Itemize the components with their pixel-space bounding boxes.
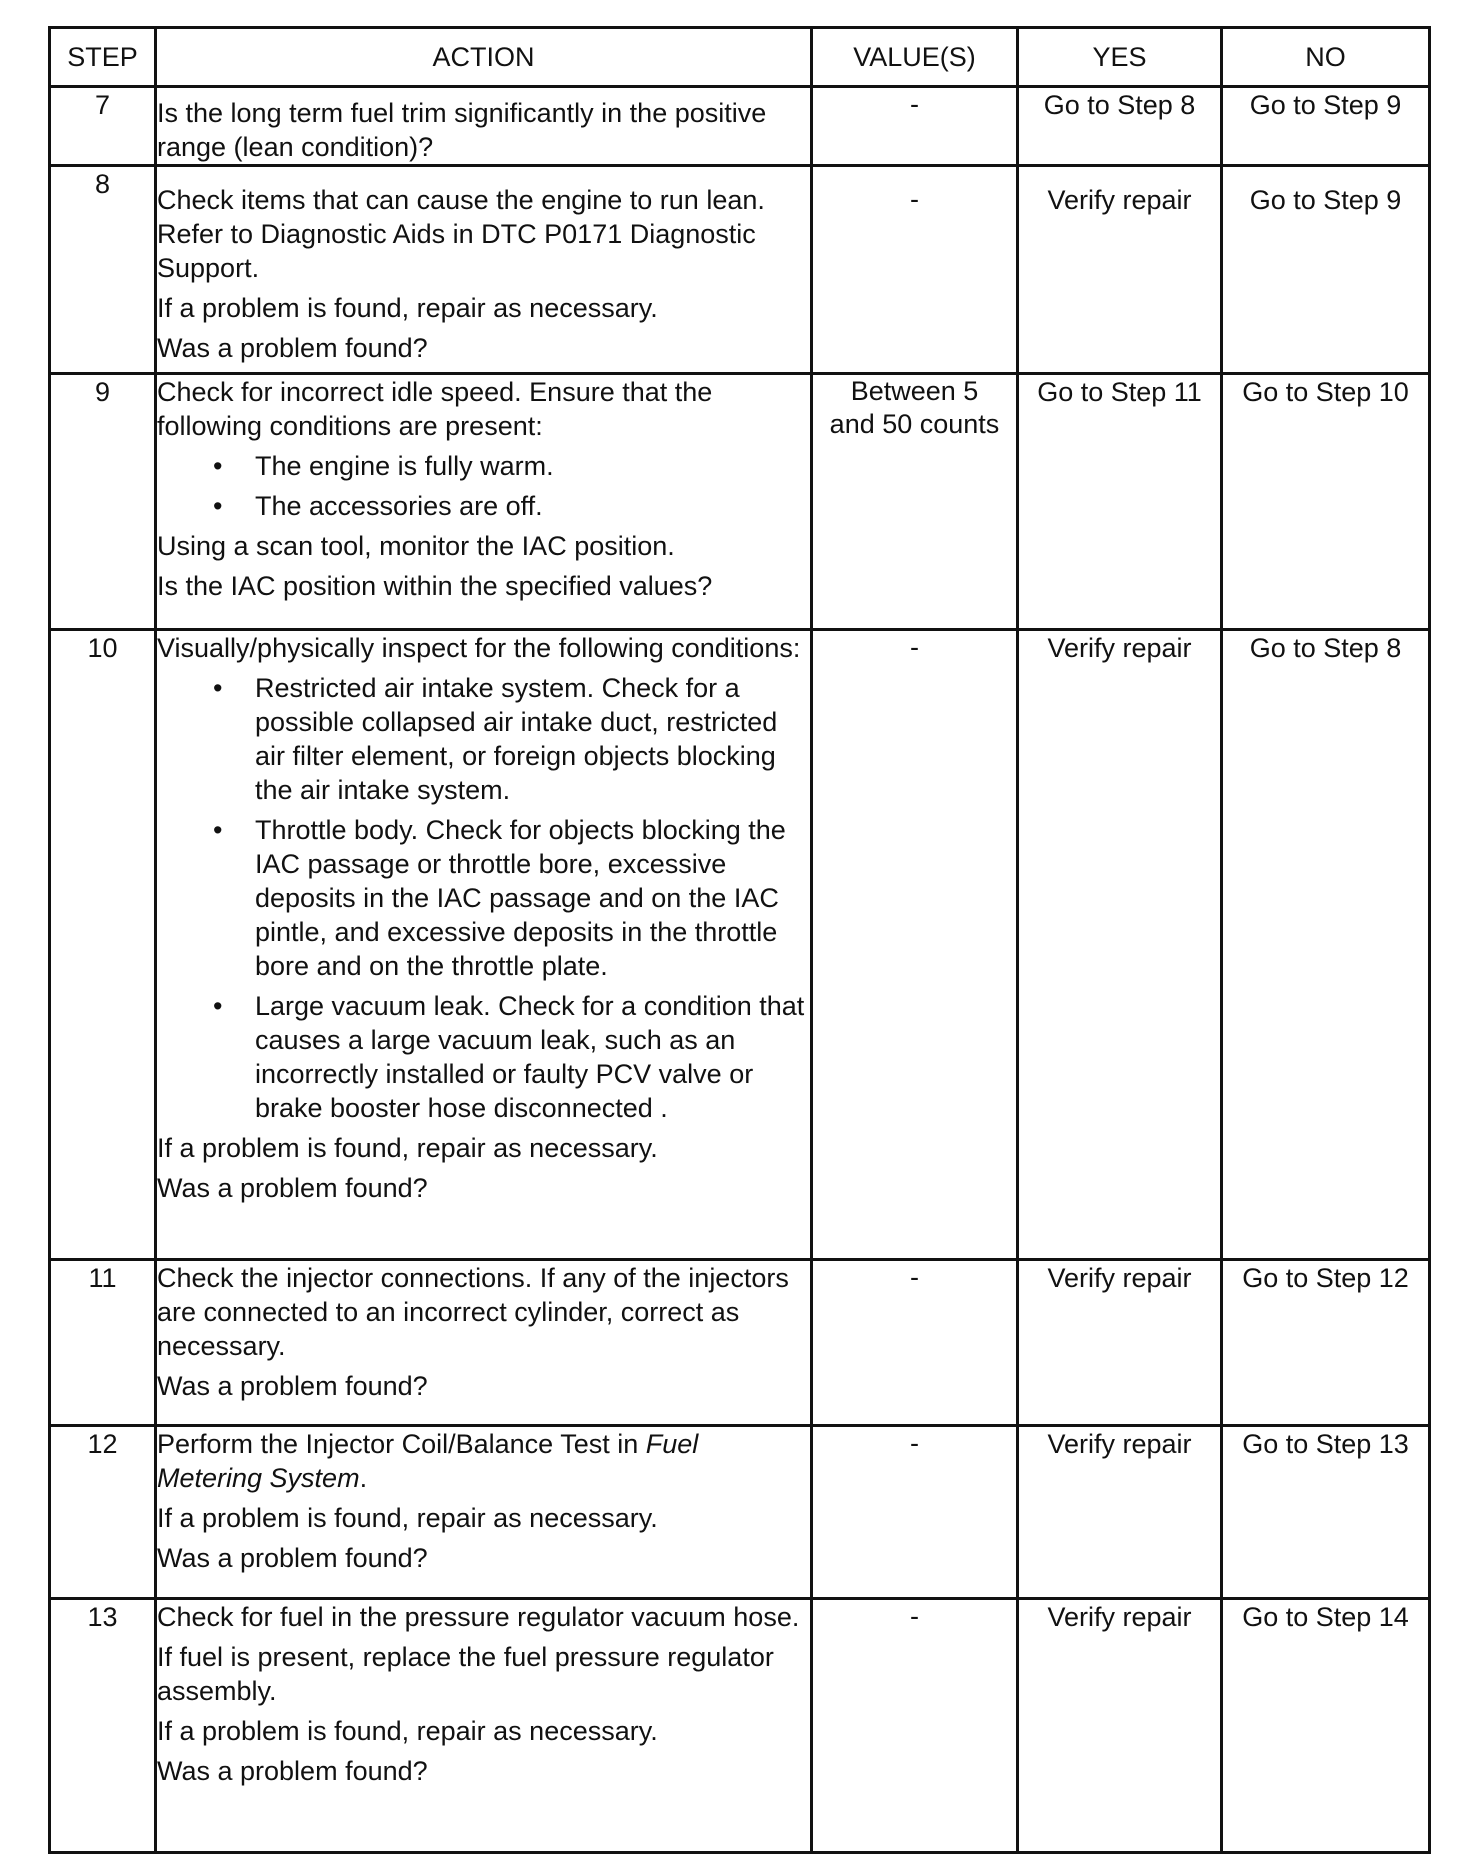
header-no: NO	[1222, 28, 1430, 87]
table-row	[50, 1426, 1430, 1599]
yes-cell: Verify repair	[1018, 1426, 1222, 1599]
action-cell	[156, 87, 812, 166]
yes-cell: Verify repair	[1018, 166, 1222, 374]
action-question: Was a problem found?	[157, 1371, 428, 1401]
list-item: • The engine is fully warm.	[213, 449, 810, 483]
value-cell: -	[812, 1260, 1018, 1426]
yes-cell: Go to Step 11	[1018, 374, 1222, 630]
action-text: Check for incorrect idle speed. Ensure that the following conditions are present:	[157, 377, 713, 441]
action-text: If a problem is found, repair as necessary.	[157, 1503, 658, 1533]
table-row	[50, 1599, 1430, 1853]
action-cell	[156, 374, 812, 630]
action-cell	[156, 1599, 812, 1853]
value-cell: -	[812, 630, 1018, 1260]
table-row	[50, 630, 1430, 1260]
action-text: Check items that can cause the engine to run lean. Refer to Diagnostic Aids in DTC P0171 Diagnostic Support.	[157, 185, 765, 283]
value-cell: -	[812, 166, 1018, 374]
action-question: Was a problem found?	[157, 333, 428, 363]
action-text: If a problem is found, repair as necessary.	[157, 1133, 658, 1163]
action-text: Visually/physically inspect for the following conditions:	[157, 633, 801, 663]
step-number: 7	[50, 87, 156, 166]
action-text: If a problem is found, repair as necessary.	[157, 293, 658, 323]
condition-list	[157, 671, 810, 1125]
yes-cell: Verify repair	[1018, 1599, 1222, 1853]
action-cell	[156, 1426, 812, 1599]
value-cell: -	[812, 1599, 1018, 1853]
step-number: 11	[50, 1260, 156, 1426]
list-item: • Throttle body. Check for objects blocking the IAC passage or throttle bore, excessive deposits in the IAC passage and on the IAC pintle, and excessive deposits in the throttle bore and on the throttle plate.	[213, 813, 810, 983]
action-cell	[156, 1260, 812, 1426]
table-row	[50, 166, 1430, 374]
action-text: Check for fuel in the pressure regulator vacuum hose.	[157, 1602, 800, 1632]
action-question: Was a problem found?	[157, 1173, 428, 1203]
table-row	[50, 374, 1430, 630]
action-text-lead: Perform the Injector Coil/Balance Test in	[157, 1429, 639, 1459]
header-action: ACTION	[156, 28, 812, 87]
value-cell: -	[812, 87, 1018, 166]
condition-list	[157, 449, 810, 523]
header-step: STEP	[50, 28, 156, 87]
header-yes: YES	[1018, 28, 1222, 87]
no-cell: Go to Step 9	[1222, 166, 1430, 374]
action-text	[157, 1427, 810, 1495]
no-cell: Go to Step 13	[1222, 1426, 1430, 1599]
table-row	[50, 1260, 1430, 1426]
action-cell	[156, 630, 812, 1260]
list-item: • Large vacuum leak. Check for a condition that causes a large vacuum leak, such as an incorrectly installed or faulty PCV valve or brake booster hose disconnected .	[213, 989, 810, 1125]
yes-cell: Verify repair	[1018, 630, 1222, 1260]
step-number: 8	[50, 166, 156, 374]
list-item: • Restricted air intake system. Check for a possible collapsed air intake duct, restricted air filter element, or foreign objects blocking the air intake system.	[213, 671, 810, 807]
step-number: 9	[50, 374, 156, 630]
value-cell: -	[812, 1426, 1018, 1599]
no-cell: Go to Step 12	[1222, 1260, 1430, 1426]
action-question: Is the IAC position within the specified values?	[157, 571, 713, 601]
step-number: 10	[50, 630, 156, 1260]
action-text: Check the injector connections. If any of the injectors are connected to an incorrect cylinder, correct as necessary.	[157, 1263, 789, 1361]
step-number: 12	[50, 1426, 156, 1599]
no-cell: Go to Step 10	[1222, 374, 1430, 630]
value-cell: Between 5 and 50 counts	[812, 374, 1018, 630]
action-text: If fuel is present, replace the fuel pressure regulator assembly.	[157, 1642, 774, 1706]
action-text-end: .	[359, 1463, 368, 1493]
step-number: 13	[50, 1599, 156, 1853]
action-text: Using a scan tool, monitor the IAC position.	[157, 531, 675, 561]
list-item: • The accessories are off.	[213, 489, 810, 523]
action-question: Was a problem found?	[157, 1543, 428, 1573]
no-cell: Go to Step 8	[1222, 630, 1430, 1260]
action-text: Is the long term fuel trim significantly in the positive range (lean condition)?	[157, 98, 767, 162]
diagnostic-table	[48, 26, 1431, 1854]
yes-cell: Go to Step 8	[1018, 87, 1222, 166]
table-row	[50, 87, 1430, 166]
header-values: VALUE(S)	[812, 28, 1018, 87]
action-question: Was a problem found?	[157, 1756, 428, 1786]
no-cell: Go to Step 14	[1222, 1599, 1430, 1853]
yes-cell: Verify repair	[1018, 1260, 1222, 1426]
manual-section-reference: Fuel Metering System	[157, 1429, 699, 1493]
action-cell	[156, 166, 812, 374]
action-text: If a problem is found, repair as necessary.	[157, 1716, 658, 1746]
header-row	[50, 28, 1430, 87]
no-cell: Go to Step 9	[1222, 87, 1430, 166]
